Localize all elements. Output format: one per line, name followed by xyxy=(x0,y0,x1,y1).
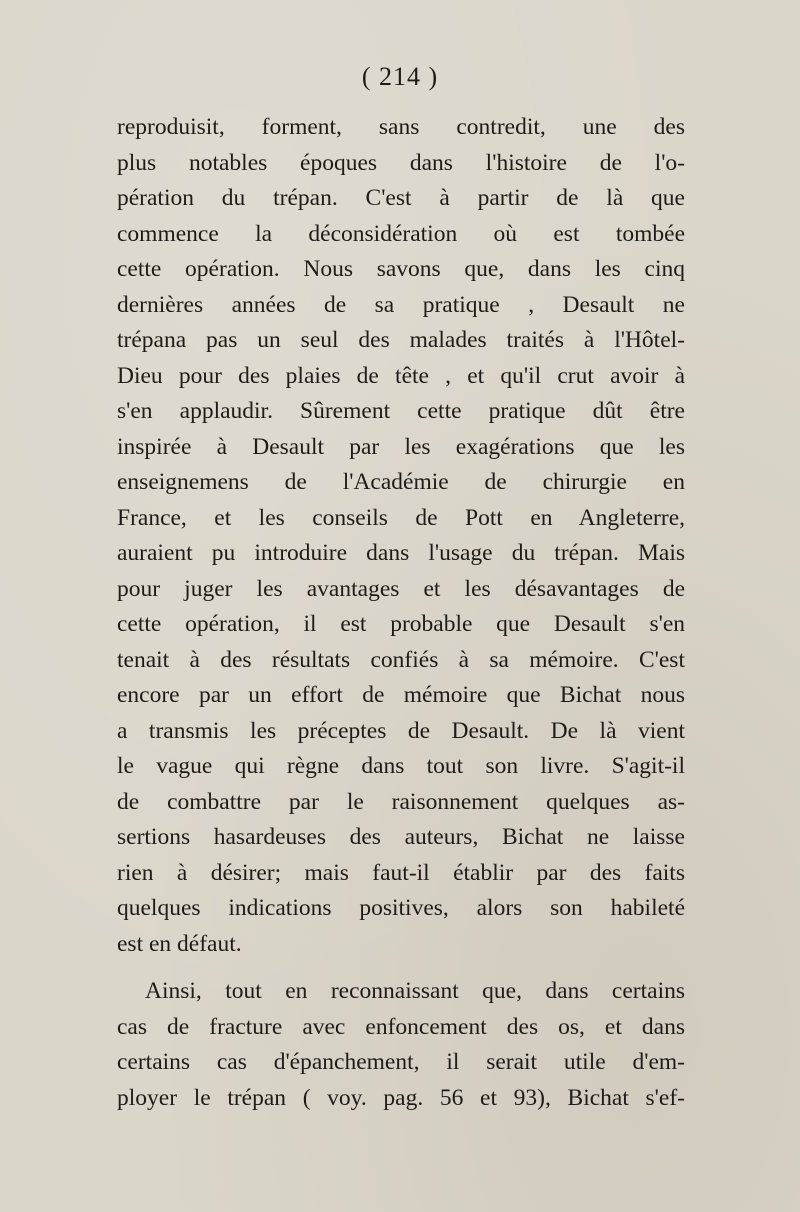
text-line: reproduisit, forment, sans contredit, une des xyxy=(117,114,685,140)
text-line: est en défaut. xyxy=(117,930,242,957)
page-number: ( 214 ) xyxy=(361,62,439,91)
text-line: plus notables époques dans l'histoire de l'o- xyxy=(117,149,685,176)
text-line: s'en applaudir. Sûrement cette pratique dût être xyxy=(117,398,685,424)
text-line: trépana pas un seul des malades traités à l'Hôtel- xyxy=(117,327,685,353)
paragraph-1 xyxy=(117,110,685,962)
text-line: a transmis les préceptes de Desault. De là vient xyxy=(117,717,685,744)
body-text xyxy=(117,110,685,1116)
text-line: de combattre par le raisonnement quelques as- xyxy=(117,788,685,815)
text-line: tenait à des résultats confiés à sa mémoire. C'est xyxy=(117,646,685,673)
paragraph-spacer xyxy=(117,962,685,974)
text-line: le vague qui règne dans tout son livre. S'agit-il xyxy=(117,753,685,779)
text-line: Ainsi, tout en reconnaissant que, dans certains xyxy=(145,978,685,1004)
text-line: enseignemens de l'Académie de chirurgie en xyxy=(117,469,685,495)
text-line: quelques indications positives, alors son habileté xyxy=(117,895,685,921)
text-line: certains cas d'épanchement, il serait utile d'em- xyxy=(117,1049,685,1075)
text-line: encore par un effort de mémoire que Bichat nous xyxy=(117,682,685,708)
text-line: cette opération, il est probable que Desault s'en xyxy=(117,611,685,637)
text-line: Dieu pour des plaies de tête , et qu'il crut avoir à xyxy=(117,362,685,389)
paragraph-2 xyxy=(117,974,685,1116)
text-line: pour juger les avantages et les désavantages de xyxy=(117,575,685,602)
text-line: pération du trépan. C'est à partir de là que xyxy=(117,185,685,211)
text-line: dernières années de sa pratique , Desault ne xyxy=(117,291,685,318)
text-line: ployer le trépan ( voy. pag. 56 et 93), Bichat s'ef- xyxy=(117,1084,685,1111)
text-line: inspirée à Desault par les exagérations que les xyxy=(117,433,685,460)
text-line: rien à désirer; mais faut-il établir par des faits xyxy=(117,859,685,886)
text-line: France, et les conseils de Pott en Angleterre, xyxy=(117,504,685,531)
text-line: commence la déconsidération où est tombée xyxy=(117,220,685,247)
text-line: auraient pu introduire dans l'usage du trépan. Mais xyxy=(117,540,685,566)
text-line: sertions hasardeuses des auteurs, Bichat ne laisse xyxy=(117,824,685,850)
text-line: cette opération. Nous savons que, dans les cinq xyxy=(117,256,685,282)
text-line: cas de fracture avec enfoncement des os, et dans xyxy=(117,1013,685,1040)
